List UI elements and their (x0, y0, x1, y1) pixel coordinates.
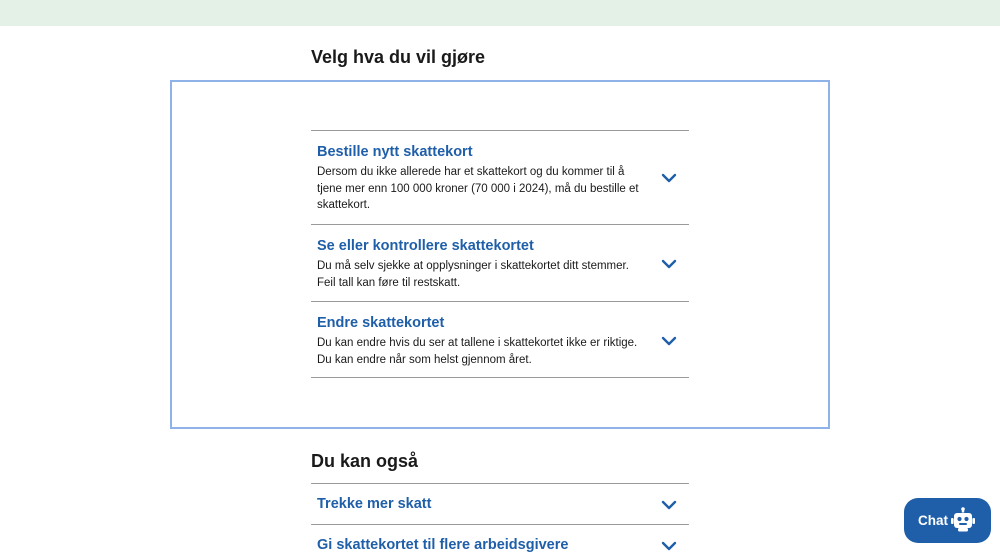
accordion-item-description: Du kan endre hvis du ser at tallene i skattekortet ikke er riktige. Du kan endre når som helst gjennom året. (317, 337, 638, 366)
accordion-item-change-tax-card[interactable] (311, 301, 689, 378)
accordion-item-title[interactable]: Se eller kontrollere skattekortet (317, 238, 534, 254)
accordion-item-multiple-employers[interactable] (311, 524, 689, 557)
accordion-item-more-tax[interactable] (311, 483, 689, 524)
accordion-item-title[interactable]: Gi skattekortet til flere arbeidsgivere (317, 537, 569, 553)
accordion-item-description: Du må selv sjekke at opplysninger i skattekortet ditt stemmer. Feil tall kan føre til restskatt. (317, 260, 629, 289)
accordion-item-title[interactable]: Trekke mer skatt (317, 496, 432, 512)
accordion-item-title[interactable]: Bestille nytt skattekort (317, 144, 473, 160)
accordion-item-order-tax-card[interactable] (311, 130, 689, 224)
section-title-also: Du kan også (311, 451, 419, 471)
accordion-item-title[interactable]: Endre skattekortet (317, 315, 445, 331)
choose-list (311, 130, 689, 378)
also-list (311, 483, 689, 557)
accordion-item-description: Dersom du ikke allerede har et skattekort og du kommer til å tjene mer enn 100 000 kroner (70 000 i 2024), må du bestille et skattekort. (317, 166, 639, 211)
chevron-down-icon[interactable] (661, 173, 677, 183)
chat-label: Chat (918, 513, 948, 528)
section-title-choose: Velg hva du vil gjøre (311, 47, 486, 67)
chevron-down-icon[interactable] (661, 500, 677, 510)
chevron-down-icon[interactable] (661, 541, 677, 551)
top-banner (0, 0, 1000, 26)
accordion-item-check-tax-card[interactable] (311, 224, 689, 301)
chevron-down-icon[interactable] (661, 259, 677, 269)
robot-icon (950, 507, 976, 533)
chevron-down-icon[interactable] (661, 336, 677, 346)
chat-button[interactable] (904, 498, 991, 543)
